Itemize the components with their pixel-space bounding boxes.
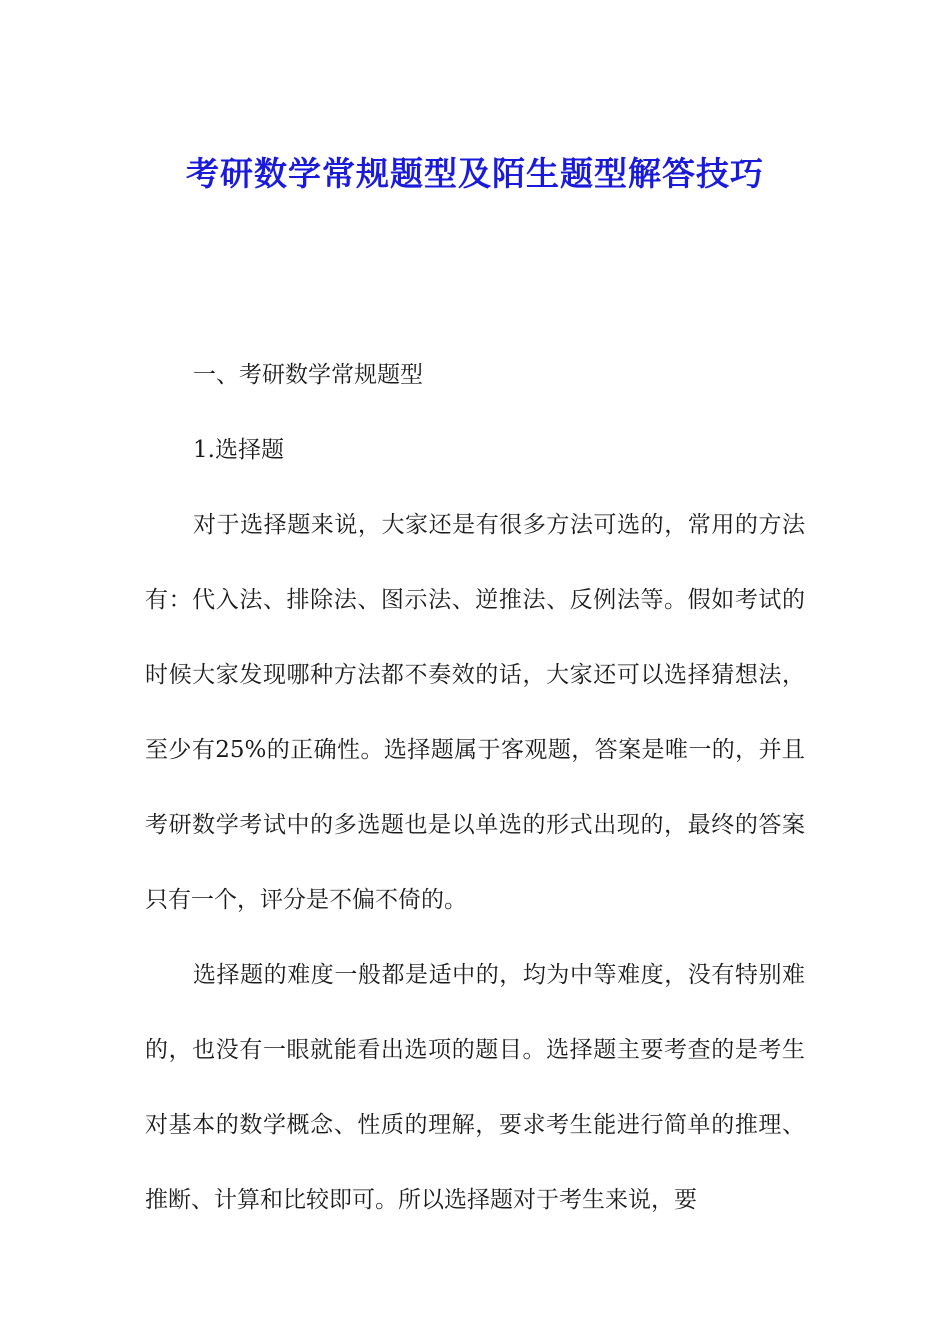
document-body <box>145 338 805 1238</box>
section-heading: 一、考研数学常规题型 <box>193 362 423 388</box>
subsection-heading: 1.选择题 <box>193 437 284 463</box>
body-paragraph: 对于选择题来说，大家还是有很多方法可选的，常用的方法有：代入法、排除法、图示法、逆推法、反例法等。假如考试的时候大家发现哪种方法都不奏效的话，大家还可以选择猜想法，至少有25%的正确性。选择题属于客观题，答案是唯一的，并且考研数学考试中的多选题也是以单选的形式出现的，最终的答案只有一个，评分是不偏不倚的。 <box>145 512 805 913</box>
document-title: 考研数学常规题型及陌生题型解答技巧 <box>186 154 764 194</box>
body-paragraph: 选择题的难度一般都是适中的，均为中等难度，没有特别难的，也没有一眼就能看出选项的题目。选择题主要考查的是考生对基本的数学概念、性质的理解，要求考生能进行简单的推理、推断、计算和比较即可。所以选择题对于考生来说，要 <box>145 962 805 1213</box>
